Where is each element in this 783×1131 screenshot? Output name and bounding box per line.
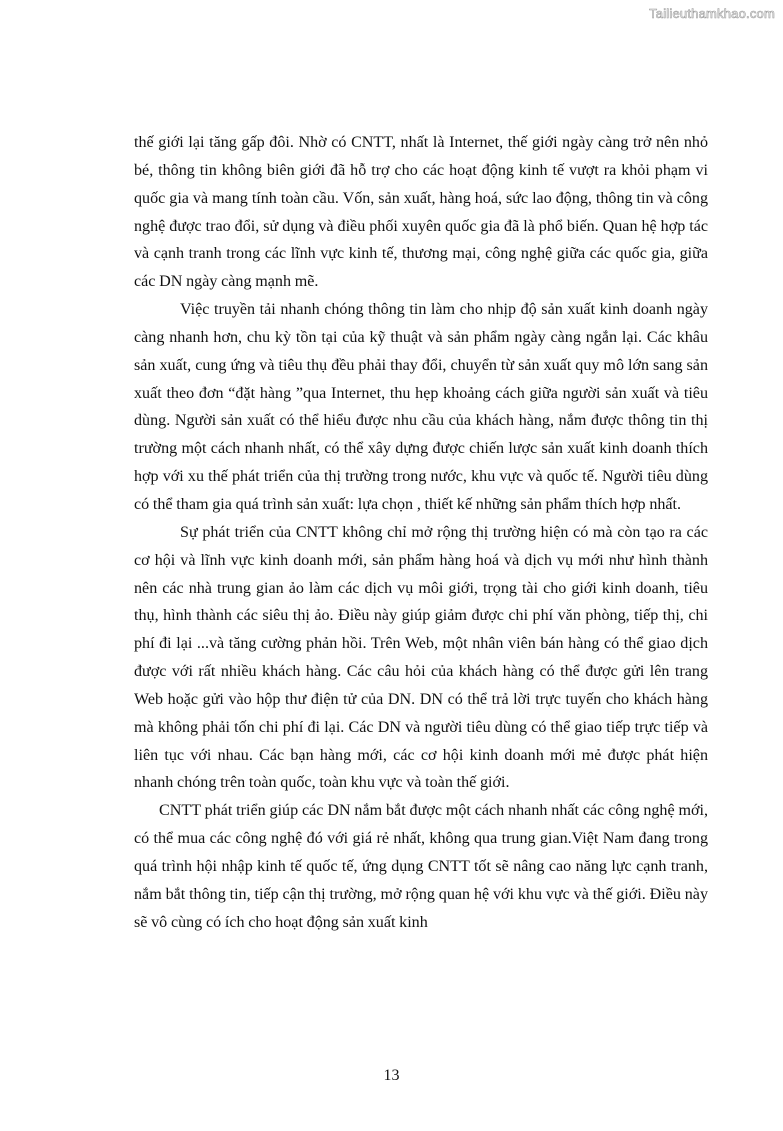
paragraph-continuation: thế giới lại tăng gấp đôi. Nhờ có CNTT, nhất là Internet, thế giới ngày càng trở nên nhỏ bé, thông tin không biên giới đã hỗ trợ cho các hoạt động kinh tế vượt ra khỏi phạm vi quốc gia và mang tính toàn cầu. Vốn, sản xuất, hàng hoá, sức lao động, thông tin và công nghệ được trao đổi, sử dụng và điều phối xuyên quốc gia đã là phổ biến. Quan hệ hợp tác và cạnh tranh trong các lĩnh vực kinh tế, thương mại, công nghệ giữa các quốc gia, giữa các DN ngày càng mạnh mẽ. (134, 134, 708, 291)
paragraph-technology-access: CNTT phát triển giúp các DN nắm bắt được một cách nhanh nhất các công nghệ mới, có thể mua các công nghệ đó với giá rẻ nhất, không qua trung gian.Việt Nam đang trong quá trình hội nhập kinh tế quốc tế, ứng dụng CNTT tốt sẽ nâng cao năng lực cạnh tranh, nắm bắt thông tin, tiếp cận thị trường, mở rộng quan hệ với khu vực và thế giới. Điều này sẽ vô cùng có ích cho hoạt động sản xuất kinh (134, 802, 708, 931)
watermark-text: Tailieuthamkhao.com (649, 6, 775, 21)
paragraph-information-speed: Việc truyền tải nhanh chóng thông tin làm cho nhịp độ sản xuất kinh doanh ngày càng nhanh hơn, chu kỳ tồn tại của kỹ thuật và sản phẩm ngày càng ngắn lại. Các khâu sản xuất, cung ứng và tiêu thụ đều phải thay đổi, chuyển từ sản xuất quy mô lớn sang sản xuất theo đơn “đặt hàng ”qua Internet, thu hẹp khoảng cách giữa người sản xuất và tiêu dùng. Người sản xuất có thể hiểu được nhu cầu của khách hàng, nắm được thông tin thị trường một cách nhanh nhất, có thể xây dựng được chiến lược sản xuất kinh doanh thích hợp với xu thế phát triển của thị trường trong nước, khu vực và quốc tế. Người tiêu dùng có thể tham gia quá trình sản xuất: lựa chọn , thiết kế những sản phẩm thích hợp nhất. (134, 301, 708, 513)
document-body (134, 129, 708, 936)
paragraph-market-expansion: Sự phát triển của CNTT không chỉ mở rộng thị trường hiện có mà còn tạo ra các cơ hội và lĩnh vực kinh doanh mới, sản phẩm hàng hoá và dịch vụ mới như hình thành nên các nhà trung gian ảo làm các dịch vụ môi giới, trọng tài cho giới kinh doanh, tiêu thụ, hình thành các siêu thị ảo. Điều này giúp giảm được chi phí văn phòng, tiếp thị, chi phí đi lại ...và tăng cường phản hồi. Trên Web, một nhân viên bán hàng có thể giao dịch được với rất nhiều khách hàng. Các câu hỏi của khách hàng có thể được gửi lên trang Web hoặc gửi vào hộp thư điện tử của DN. DN có thể trả lời trực tuyến cho khách hàng mà không phải tốn chi phí đi lại. Các DN và người tiêu dùng có thể giao tiếp trực tiếp và liên tục với nhau. Các bạn hàng mới, các cơ hội kinh doanh mới mẻ được phát hiện nhanh chóng trên toàn quốc, toàn khu vực và toàn thế giới. (134, 523, 708, 792)
page-number: 13 (383, 1067, 400, 1084)
